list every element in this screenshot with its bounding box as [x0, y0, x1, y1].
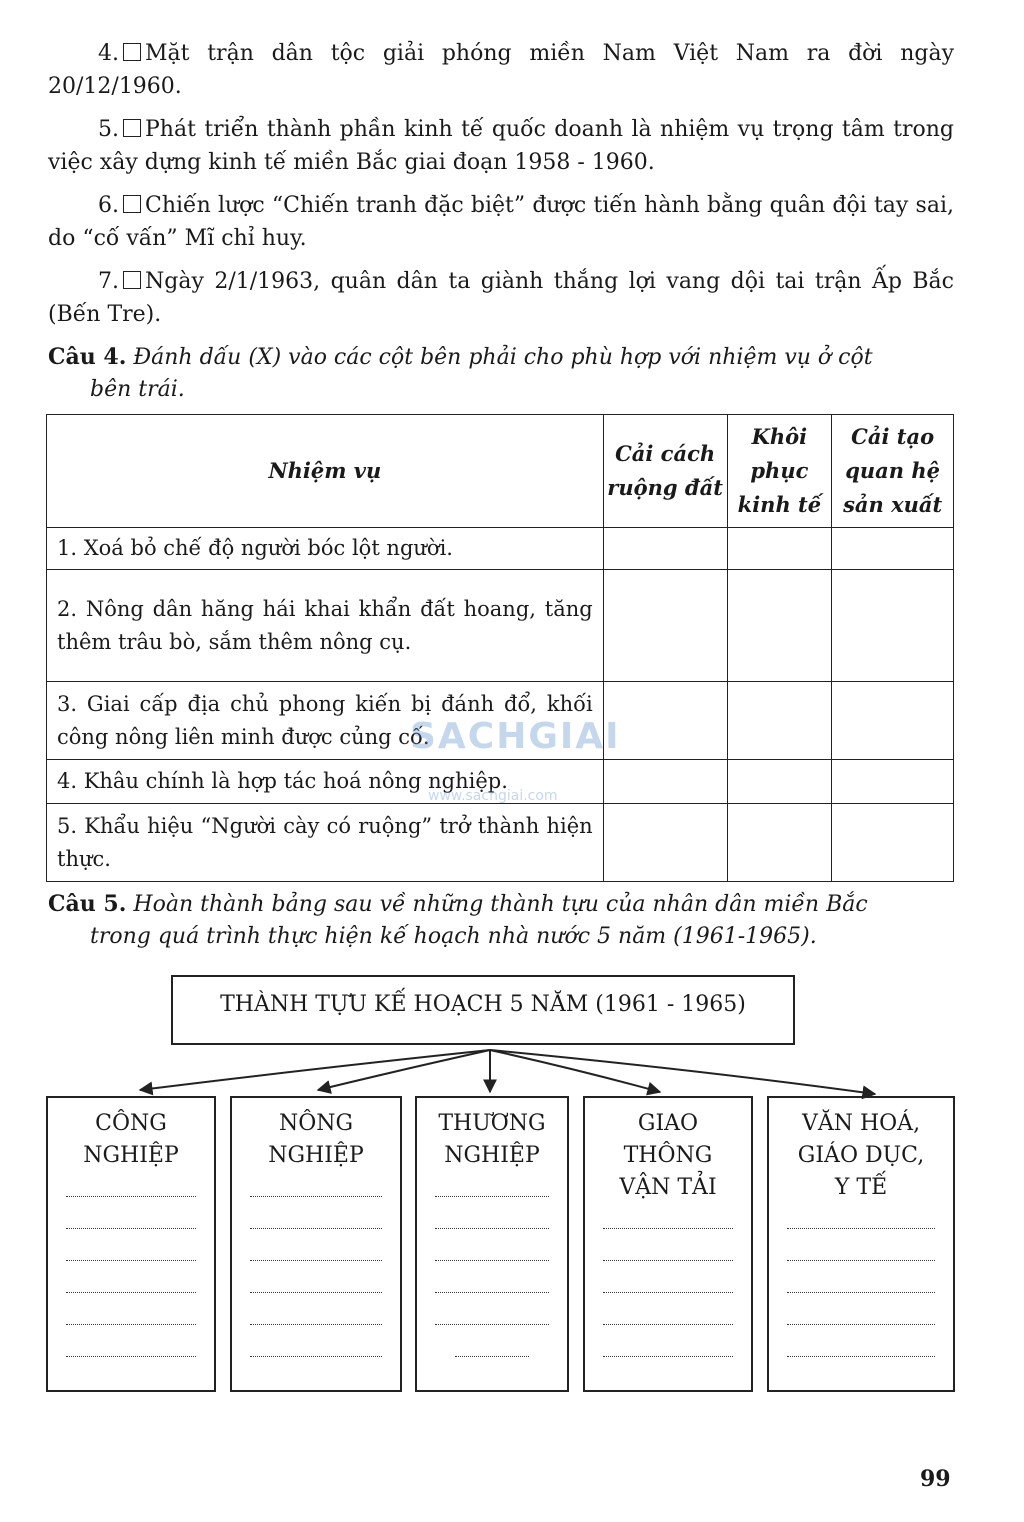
- answer-line[interactable]: [787, 1356, 935, 1357]
- question-5-text: Hoàn thành bảng sau về những thành tựu của nhân dân miền Bắc: [133, 892, 868, 917]
- table-row: 2. Nông dân hăng hái khai khẩn đất hoang, tăng thêm trâu bò, sắm thêm nông cụ.: [47, 570, 954, 682]
- checkbox-statement-4[interactable]: [123, 43, 141, 61]
- mark-cell[interactable]: [603, 528, 727, 570]
- mark-cell[interactable]: [727, 804, 832, 882]
- answer-line[interactable]: [787, 1228, 935, 1229]
- question-4: Câu 4. Đánh dấu (X) vào các cột bên phải cho phù hợp với nhiệm vụ ở cột bên trái.: [48, 344, 873, 402]
- answer-line[interactable]: [455, 1356, 529, 1357]
- answer-line[interactable]: [435, 1324, 549, 1325]
- mark-cell[interactable]: [727, 760, 832, 804]
- answer-line[interactable]: [250, 1196, 382, 1197]
- page-number: 99: [920, 1466, 951, 1492]
- answer-line[interactable]: [603, 1260, 733, 1261]
- answer-line[interactable]: [66, 1324, 196, 1325]
- header-task: Nhiệm vụ: [47, 415, 604, 528]
- answer-line[interactable]: [603, 1292, 733, 1293]
- answer-line[interactable]: [787, 1292, 935, 1293]
- header-production-relations: Cải tạo quan hệ sản xuất: [832, 415, 954, 528]
- mark-cell[interactable]: [727, 682, 832, 760]
- mark-cell[interactable]: [603, 760, 727, 804]
- statement-4: 4. Mặt trận dân tộc giải phóng miền Nam Việt Nam ra đời ngày 20/12/1960.: [48, 41, 954, 99]
- achievement-box-agriculture: NÔNG NGHIỆP: [230, 1096, 402, 1392]
- answer-line[interactable]: [250, 1356, 382, 1357]
- header-land-reform: Cải cách ruộng đất: [603, 415, 727, 528]
- answer-line[interactable]: [66, 1356, 196, 1357]
- checkbox-statement-6[interactable]: [123, 195, 141, 213]
- table-row: 3. Giai cấp địa chủ phong kiến bị đánh đổ, khối công nông liên minh được củng cố.: [47, 682, 954, 760]
- arrow-to-culture: [490, 1050, 875, 1094]
- table-row: 1. Xoá bỏ chế độ người bóc lột người.: [47, 528, 954, 570]
- answer-line[interactable]: [66, 1196, 196, 1197]
- table-header-row: [47, 415, 954, 528]
- answer-line[interactable]: [66, 1260, 196, 1261]
- answer-line[interactable]: [250, 1260, 382, 1261]
- answer-line[interactable]: [435, 1292, 549, 1293]
- answer-line[interactable]: [603, 1324, 733, 1325]
- mark-cell[interactable]: [603, 804, 727, 882]
- mark-cell[interactable]: [727, 570, 832, 682]
- mark-cell[interactable]: [727, 528, 832, 570]
- answer-line[interactable]: [250, 1292, 382, 1293]
- checkbox-statement-7[interactable]: [123, 271, 141, 289]
- checkbox-statement-5[interactable]: [123, 119, 141, 137]
- mark-cell[interactable]: [603, 682, 727, 760]
- diagram-title-box: THÀNH TỰU KẾ HOẠCH 5 NĂM (1961 - 1965): [171, 975, 795, 1045]
- task-table: [46, 414, 954, 882]
- mark-cell[interactable]: [832, 682, 954, 760]
- branch-arrows: [0, 1040, 1024, 1100]
- arrow-to-transport: [490, 1050, 660, 1092]
- mark-cell[interactable]: [832, 804, 954, 882]
- achievement-box-transport: GIAO THÔNG VẬN TẢI: [583, 1096, 753, 1392]
- answer-line[interactable]: [250, 1228, 382, 1229]
- achievement-box-industry: CÔNG NGHIỆP: [46, 1096, 216, 1392]
- question-5-label: Câu 5.: [48, 891, 127, 917]
- achievement-box-culture: VĂN HOÁ, GIÁO DỤC, Y TẾ: [767, 1096, 955, 1392]
- watermark-logo: SACHGIAI: [410, 716, 621, 757]
- arrow-to-agriculture: [318, 1050, 490, 1090]
- answer-line[interactable]: [66, 1228, 196, 1229]
- answer-line[interactable]: [435, 1228, 549, 1229]
- answer-line[interactable]: [435, 1196, 549, 1197]
- statement-6: 6. Chiến lược “Chiến tranh đặc biệt” được tiến hành bằng quân đội tay sai, do “cố vấn” Mĩ chỉ huy.: [48, 193, 954, 251]
- watermark-url: www.sachgiai.com: [428, 788, 558, 804]
- mark-cell[interactable]: [832, 570, 954, 682]
- mark-cell[interactable]: [603, 570, 727, 682]
- answer-line[interactable]: [66, 1292, 196, 1293]
- answer-line[interactable]: [250, 1324, 382, 1325]
- mark-cell[interactable]: [832, 760, 954, 804]
- statement-5: 5. Phát triển thành phần kinh tế quốc doanh là nhiệm vụ trọng tâm trong việc xây dựng kinh tế miền Bắc giai đoạn 1958 - 1960.: [48, 117, 954, 175]
- mark-cell[interactable]: [832, 528, 954, 570]
- answer-line[interactable]: [435, 1260, 549, 1261]
- achievement-box-commerce: THƯƠNG NGHIỆP: [415, 1096, 569, 1392]
- question-4-label: Câu 4.: [48, 344, 127, 370]
- answer-line[interactable]: [787, 1324, 935, 1325]
- statement-7: 7. Ngày 2/1/1963, quân dân ta giành thắng lợi vang dội tai trận Ấp Bắc (Bến Tre).: [48, 269, 954, 327]
- table-row: 5. Khẩu hiệu “Người cày có ruộng” trở thành hiện thực.: [47, 804, 954, 882]
- question-5: Câu 5. Hoàn thành bảng sau về những thành tựu của nhân dân miền Bắc trong quá trình thực hiện kế hoạch nhà nước 5 năm (1961-1965).: [48, 891, 868, 949]
- table-row: 4. Khâu chính là hợp tác hoá nông nghiệp.: [47, 760, 954, 804]
- answer-line[interactable]: [787, 1260, 935, 1261]
- answer-line[interactable]: [603, 1228, 733, 1229]
- answer-line[interactable]: [603, 1356, 733, 1357]
- header-economic-recovery: Khôi phục kinh tế: [727, 415, 832, 528]
- question-4-text: Đánh dấu (X) vào các cột bên phải cho phù hợp với nhiệm vụ ở cột: [133, 345, 873, 370]
- arrow-to-industry: [140, 1050, 490, 1090]
